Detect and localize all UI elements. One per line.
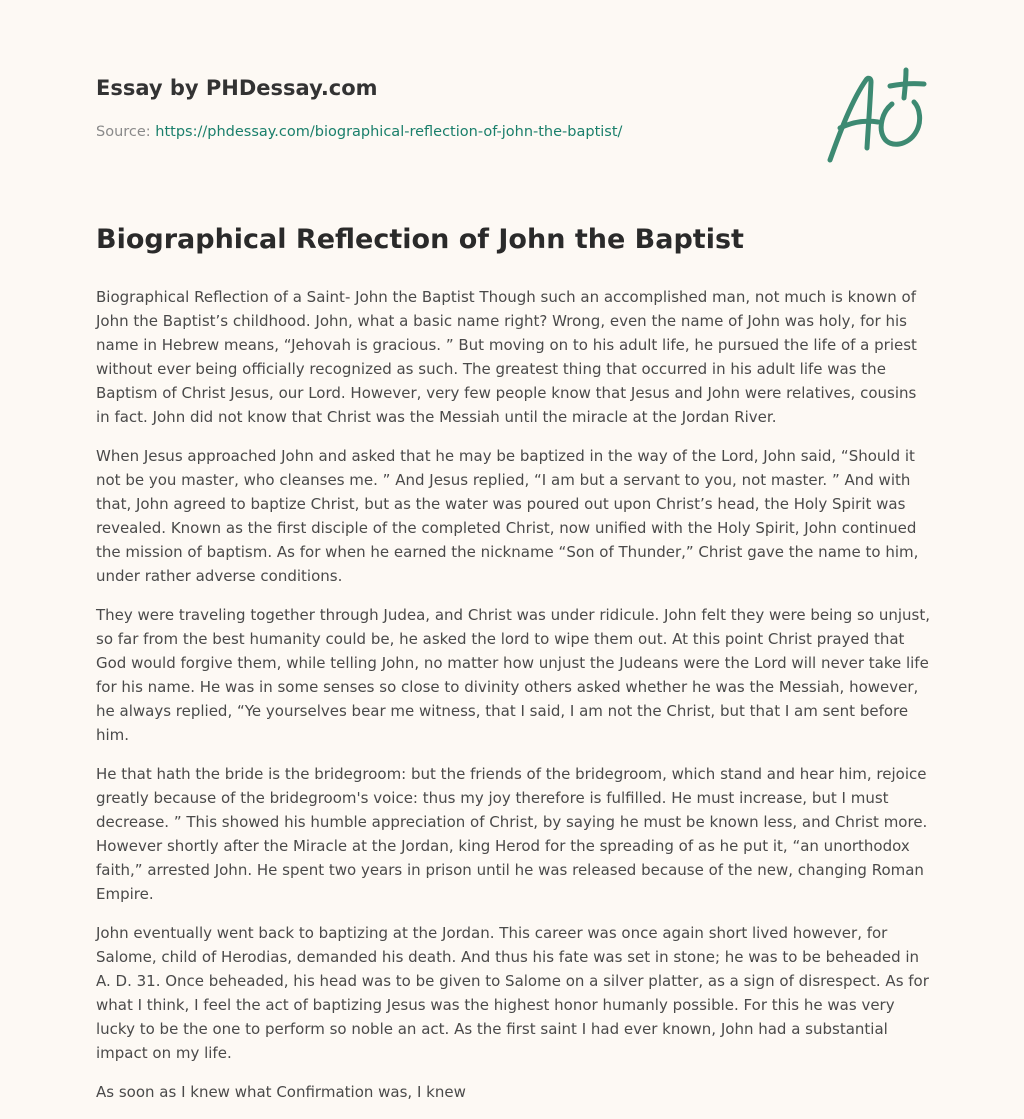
page-header bbox=[96, 0, 932, 200]
essay-title: Biographical Reflection of John the Baptist bbox=[96, 224, 744, 255]
essay-paragraph: As soon as I knew what Confirmation was, I knew bbox=[96, 1083, 466, 1101]
document-page bbox=[96, 0, 932, 1101]
essay-paragraph: John eventually went back to baptizing at the Jordan. This career was once again short lived however, for Salome, child of Herodias, demanded his death. And thus his fate was set in stone; he was to be beheaded in A. D. 31. Once beheaded, his head was to be given to Salome on a silver platter, as a sign of disrespect. As for what I think, I feel the act of baptizing Jesus was the highest honor humanly possible. For this he was very lucky to be the one to perform so noble an act. As the first saint I had ever known, John had a substantial impact on my life. bbox=[96, 924, 929, 1062]
source-label: Source: bbox=[96, 124, 151, 140]
essay-body bbox=[96, 285, 932, 1119]
essay-paragraph: He that hath the bride is the bridegroom: but the friends of the bridegroom, which stand and hear him, rejoice greatly because of the bridegroom's voice: thus my joy therefore is fulfilled. He must increase, but I must decrease. ” This showed his humble appreciation of Christ, by saying he must be known less, and Christ more. However shortly after the Miracle at the Jordan, king Herod for the spreading of as he put it, “an unorthodox faith,” arrested John. He spent two years in prison until he was released because of the new, changing Roman Empire. bbox=[96, 765, 928, 903]
source-line bbox=[96, 124, 622, 140]
essay-paragraph: Biographical Reflection of a Saint- John the Baptist Though such an accomplished man, not much is known of John the Baptist’s childhood. John, what a basic name right? Wrong, even the name of John was holy, for his name in Hebrew means, “Jehovah is gracious. ” But moving on to his adult life, he pursued the life of a priest without ever being officially recognized as such. The greatest thing that occurred in his adult life was the Baptism of Christ Jesus, our Lord. However, very few people know that Jesus and John were relatives, cousins in fact. John did not know that Christ was the Messiah until the miracle at the Jordan River. bbox=[96, 288, 917, 426]
source-link[interactable]: https://phdessay.com/biographical-reflection-of-john-the-baptist/ bbox=[155, 124, 623, 140]
essay-paragraph: They were traveling together through Judea, and Christ was under ridicule. John felt they were being so unjust, so far from the best humanity could be, he asked the lord to wipe them out. At this point Christ prayed that God would forgive them, while telling John, no matter how unjust the Judeans were the Lord will never take life for his name. He was in some senses so close to divinity others asked whether he was the Messiah, however, he always replied, “Ye yourselves bear me witness, that I said, I am not the Christ, but that I am sent before him. bbox=[96, 606, 930, 744]
a-plus-logo-icon bbox=[824, 66, 928, 166]
essay-paragraph: When Jesus approached John and asked that he may be baptized in the way of the Lord, John said, “Should it not be you master, who cleanses me. ” And Jesus replied, “I am but a servant to you, not master. ” And with that, John agreed to baptize Christ, but as the water was poured out upon Christ’s head, the Holy Spirit was revealed. Known as the first disciple of the completed Christ, now unified with the Holy Spirit, John continued the mission of baptism. As for when he earned the nickname “Son of Thunder,” Christ gave the name to him, under rather adverse conditions. bbox=[96, 447, 919, 585]
site-brand: Essay by PHDessay.com bbox=[96, 76, 378, 100]
